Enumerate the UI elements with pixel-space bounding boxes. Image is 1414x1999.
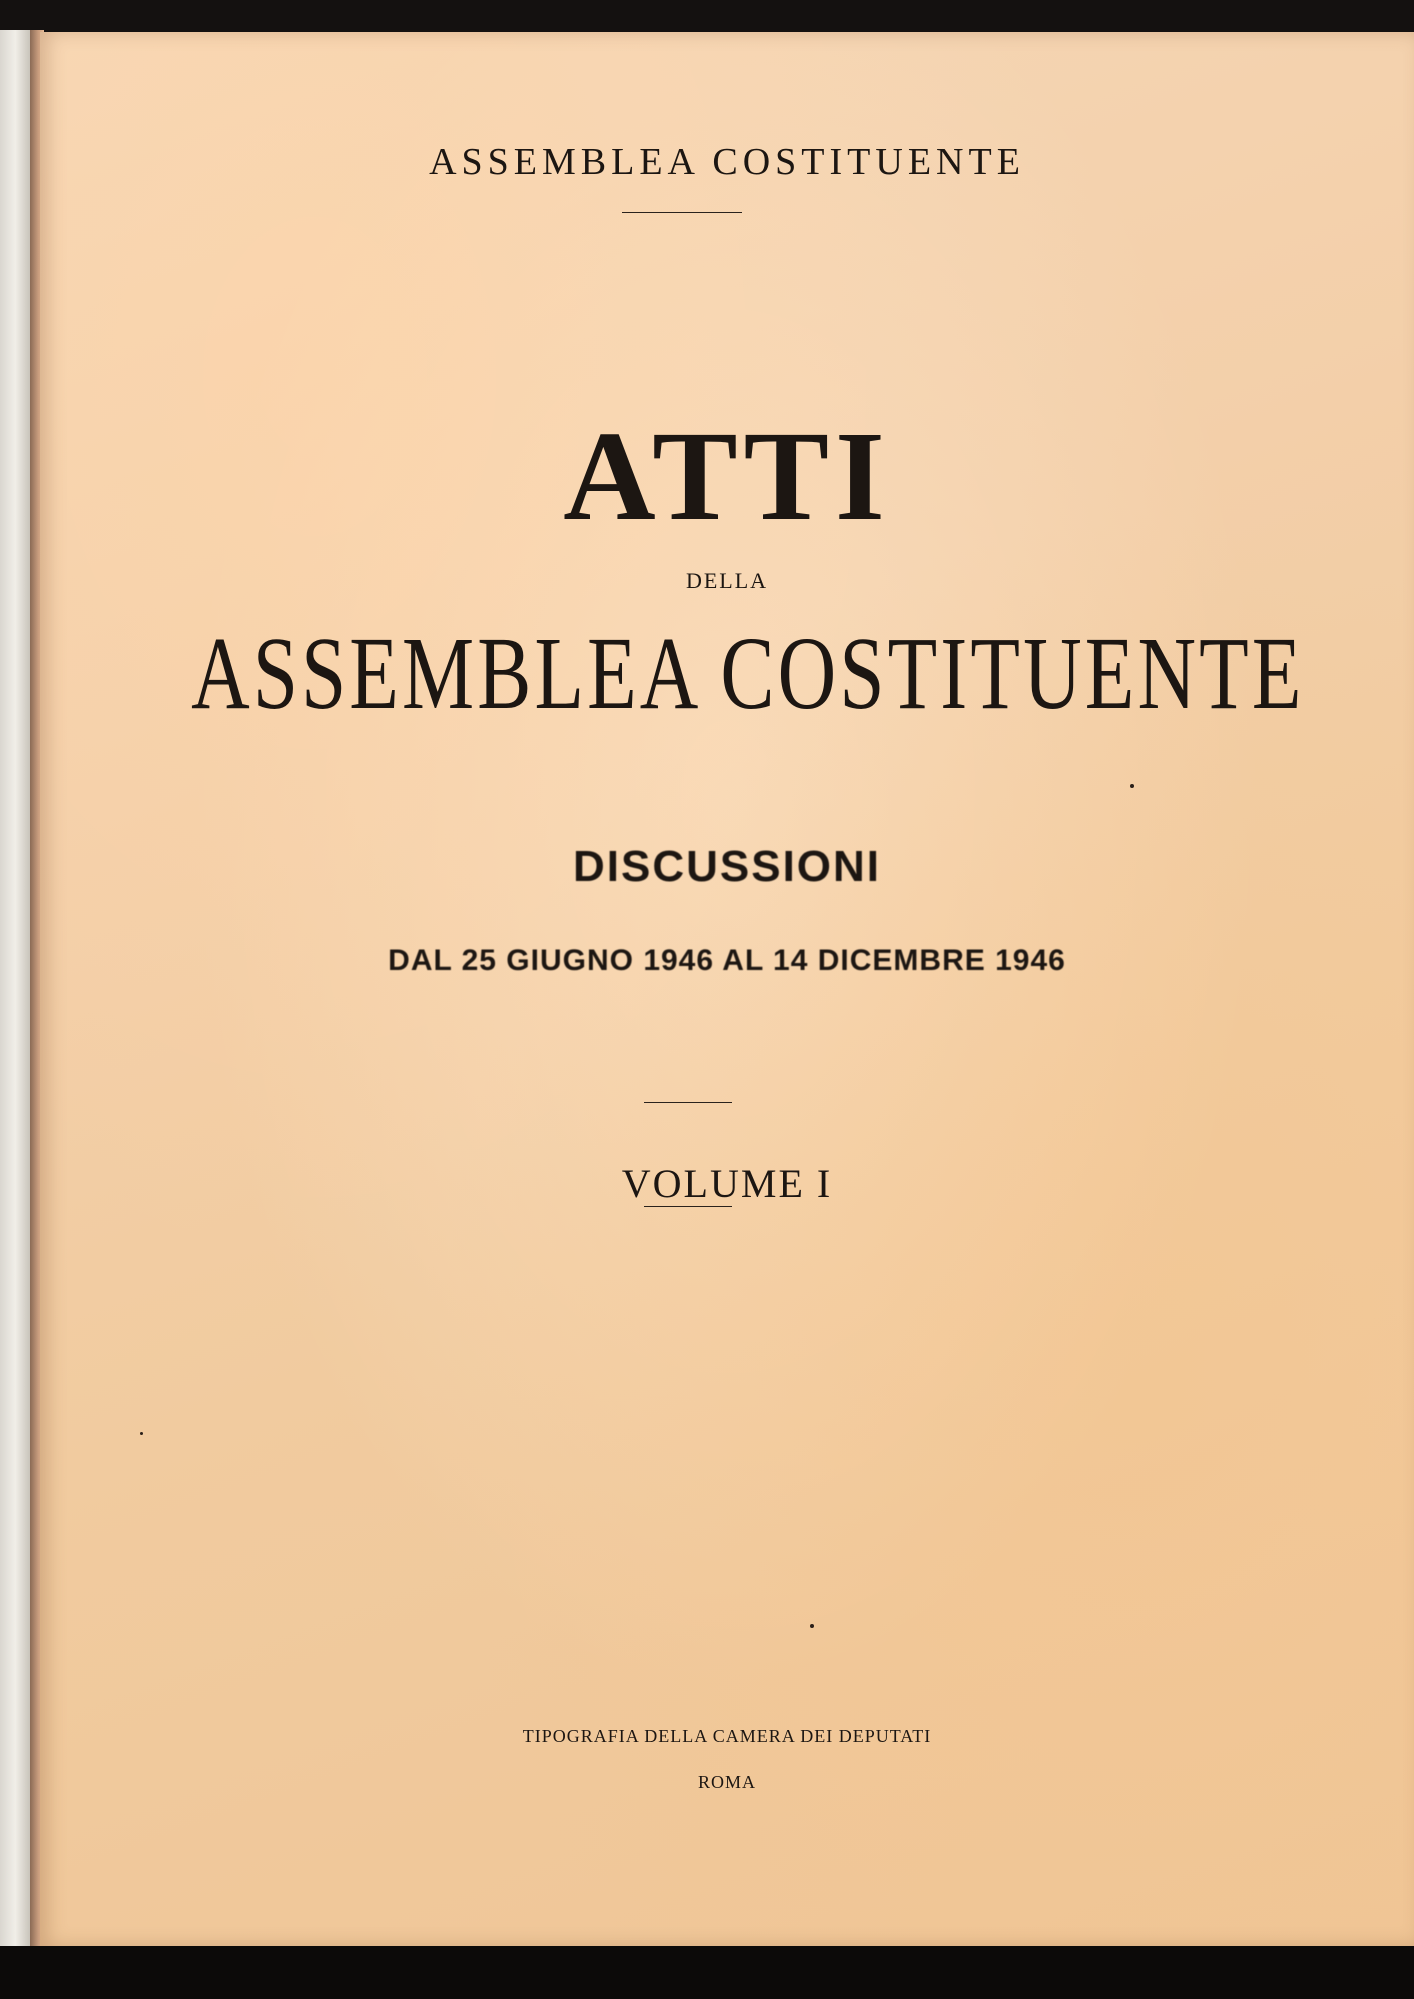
date-range: DAL 25 GIUGNO 1946 AL 14 DICEMBRE 1946 <box>388 944 1066 977</box>
volume-divider-top <box>644 1102 732 1103</box>
assembly-title: ASSEMBLEA COSTITUENTE <box>191 616 1305 731</box>
volume-divider-bottom <box>644 1206 732 1207</box>
paper-speck <box>1130 784 1134 788</box>
header-divider <box>622 212 742 213</box>
scanner-background <box>0 1946 1414 1999</box>
paper-speck <box>810 1624 814 1628</box>
header-title: ASSEMBLEA COSTITUENTE <box>429 141 1025 183</box>
printer-imprint: TIPOGRAFIA DELLA CAMERA DEI DEPUTATI <box>522 1726 932 1746</box>
imprint-city: ROMA <box>697 1772 756 1792</box>
title-page <box>40 32 1414 1946</box>
volume-label: VOLUME I <box>621 1161 833 1206</box>
book-binding <box>0 30 34 1950</box>
title-connector: DELLA <box>685 568 769 593</box>
main-title: ATTI <box>563 405 891 547</box>
paper-speck <box>140 1432 143 1435</box>
section-title: DISCUSSIONI <box>572 842 882 891</box>
